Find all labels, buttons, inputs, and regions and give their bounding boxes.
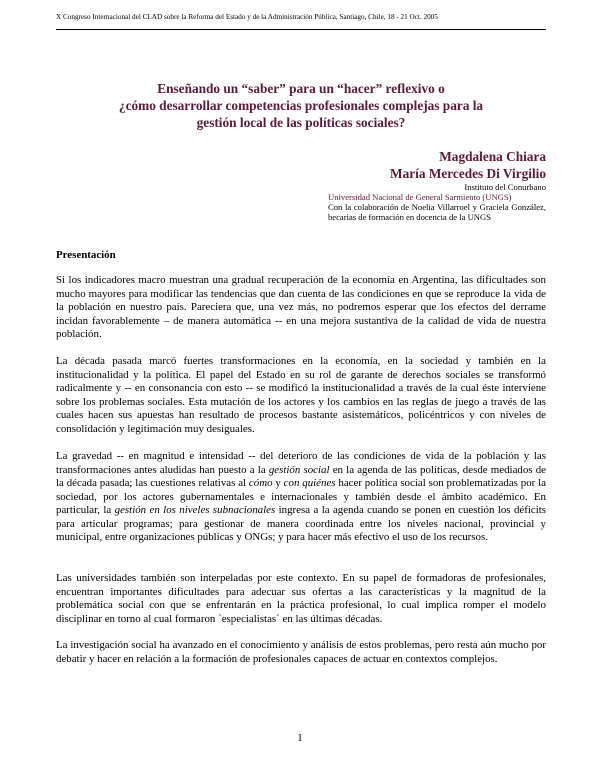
text-run: y	[272, 477, 284, 490]
affiliation-university: Universidad Nacional de General Sarmiento (UNGS)	[328, 192, 512, 202]
body-paragraph: Las universidades también son interpeladas por este contexto. En su papel de formadoras de profesionales, encuentran importantes dificultades para adecuar sus ofertas a las características y la magnitud de la problemática social con que se enfrentarán en la práctica profesional, lo cual implica romper el modelo disciplinar en torno al cual formaron `especialistas´ en las últimas décadas.	[56, 572, 546, 625]
emphasis-text: gestión en los niveles subnacionales	[114, 504, 276, 517]
title-line: Enseñando un “saber” para un “hacer” reflexivo o	[157, 81, 445, 96]
author-name: Magdalena Chiara	[439, 149, 546, 164]
text-run: ingresa a la agenda cuando se ponen en cuestión los déficits para articular programas; para gestionar de manera coordinada entre los niveles nacional, provincial y municipal, entre organizaciones públicas y ONGs; y para hacer más efectivo el uso de los recursos.	[56, 504, 546, 544]
section-heading: Presentación	[56, 249, 116, 261]
header-rule	[56, 29, 546, 30]
text-run: en la agenda de las políticas, desde mediados de la década pasada; las cuestiones relativas al	[56, 463, 547, 490]
author-list	[390, 148, 546, 182]
author-name: María Mercedes Di Virgilio	[390, 166, 546, 181]
paper-title	[56, 80, 546, 131]
body-paragraph: Si los indicadores macro muestran una gradual recuperación de la economía en Argentina, las dificultades son mucho mayores para modificar las tendencias que dan cuenta de las condiciones en que se reproduce la vida de la población en nuestro país. Pareciera que, una vez más, no podremos esperar que los efectos del derrame incidan favorablemente – de manera automática -- en una mejora sustantiva de la calidad de vida de nuestra población.	[56, 274, 546, 341]
body-paragraph: La década pasada marcó fuertes transformaciones en la economía, en la sociedad y también en la institucionalidad y la política. El papel del Estado en su rol de garante de derechos sociales se transformó radicalmente y -- en consonancia con esto -- se modificó la institucionalidad a través de la cual éste interviene sobre los problemas sociales. Esta mutación de los actores y los cambios en las reglas de juego a través de las cuales hacen sus apuestas han resultado de procesos bastante asistemáticos, policéntricos y con niveles de consolidación y legitimación muy desiguales.	[56, 355, 546, 435]
emphasis-text: con quiénes	[283, 477, 336, 490]
affiliation-collaboration: Con la colaboración de Noelia Villarroel y Graciela González, becarias de formación en docencia de la UNGS	[328, 202, 546, 222]
emphasis-text: cómo	[248, 477, 273, 490]
affiliation-institute: Instituto del Conurbano	[464, 182, 546, 192]
text-run: La gravedad -- en magnitud e intensidad -- del deterioro de las condiciones de vida de la población y las transformaciones antes aludidas han puesto a la	[56, 450, 546, 476]
page-number: 1	[297, 732, 303, 744]
emphasis-text: gestión social	[268, 463, 330, 476]
body-paragraph: La investigación social ha avanzado en el conocimiento y análisis de estos problemas, pero resta aún mucho por debatir y hacer en relación a la formación de profesionales capaces de actuar en contextos complejos.	[56, 639, 546, 665]
running-header: X Congreso Internacional del CLAD sobre la Reforma del Estado y de la Administración Pública, Santiago, Chile, 18 - 21 Oct. 2005	[56, 13, 438, 21]
title-line: ¿cómo desarrollar competencias profesionales complejas para la	[118, 98, 484, 113]
body-paragraph	[56, 450, 546, 545]
text-run: hacer política social son problematizadas por la sociedad, por los actores gubernamentales e internacionales y también desde el ámbito académico. En particular, la	[56, 477, 547, 517]
title-line: gestión local de las políticas sociales?	[196, 115, 406, 130]
affiliation-block	[328, 182, 546, 222]
